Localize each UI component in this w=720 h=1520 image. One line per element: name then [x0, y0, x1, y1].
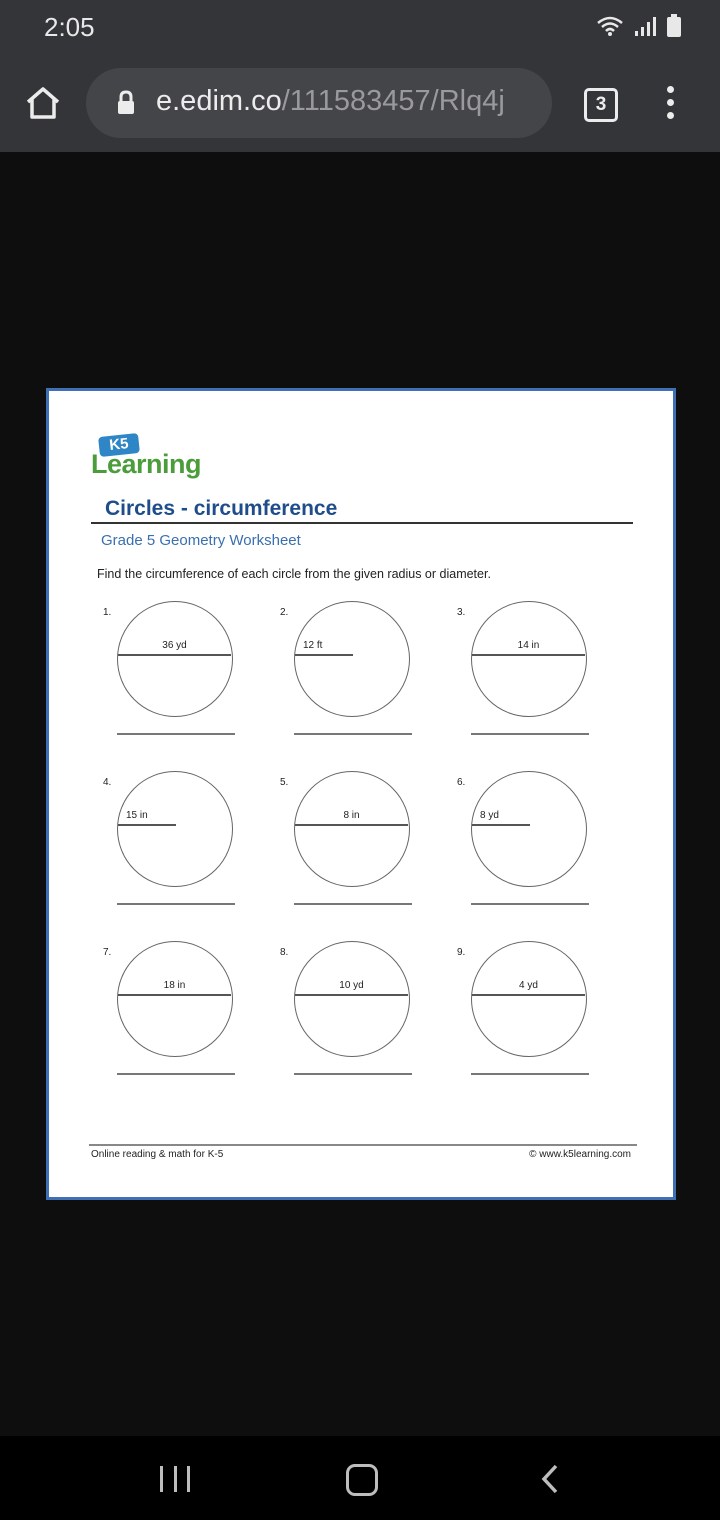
measurement-label: 36 yd [162, 640, 187, 651]
measurement-label: 8 in [343, 810, 360, 821]
menu-dot [667, 99, 674, 106]
k5-learning-logo [91, 431, 211, 479]
answer-line [471, 1073, 589, 1075]
url-path: /111583457/Rlq4j [281, 85, 505, 117]
circle-shape [294, 941, 410, 1057]
diameter-line [472, 994, 585, 996]
problem-number: 6. [457, 777, 466, 788]
measurement-label: 10 yd [339, 980, 364, 991]
circle-shape [471, 771, 587, 887]
recents-bar [187, 1466, 190, 1492]
circle-shape [294, 601, 410, 717]
menu-dot [667, 112, 674, 119]
answer-line [294, 903, 412, 905]
lock-icon [116, 90, 136, 116]
diameter-line [118, 654, 231, 656]
circle-shape [117, 771, 233, 887]
measurement-label: 18 in [163, 980, 186, 991]
problem-number: 7. [103, 947, 112, 958]
radius-line [118, 824, 176, 826]
problem-4 [103, 777, 253, 927]
circle-shape [294, 771, 410, 887]
problem-8 [280, 947, 430, 1097]
diameter-line [295, 824, 408, 826]
answer-line [294, 733, 412, 735]
answer-line [294, 1073, 412, 1075]
problem-3 [457, 607, 607, 757]
worksheet-instructions: Find the circumference of each circle from the given radius or diameter. [97, 567, 491, 581]
browser-toolbar [0, 56, 720, 152]
recents-bar [174, 1466, 177, 1492]
problem-number: 5. [280, 777, 289, 788]
radius-line [295, 654, 353, 656]
menu-dot [667, 86, 674, 93]
recents-button[interactable] [160, 1466, 190, 1492]
problem-number: 2. [280, 607, 289, 618]
logo-badge: K5 [98, 433, 140, 457]
measurement-label: 8 yd [480, 810, 499, 821]
diameter-line [118, 994, 231, 996]
worksheet-image [46, 388, 676, 1200]
diameter-line [295, 994, 408, 996]
problem-number: 9. [457, 947, 466, 958]
answer-line [471, 903, 589, 905]
signal-icon [634, 15, 656, 37]
status-time: 2:05 [44, 12, 95, 42]
diameter-line [472, 654, 585, 656]
circle-shape [471, 601, 587, 717]
problem-number: 8. [280, 947, 289, 958]
status-icons [596, 14, 682, 38]
navigation-bar [0, 1436, 720, 1520]
circle-shape [117, 601, 233, 717]
measurement-label: 14 in [517, 640, 540, 651]
url-bar[interactable] [86, 68, 552, 138]
problem-1 [103, 607, 253, 757]
nav-home-button[interactable] [346, 1464, 378, 1496]
battery-icon [666, 14, 682, 38]
radius-line [472, 824, 530, 826]
status-bar [0, 0, 720, 56]
title-divider [91, 522, 633, 524]
problem-9 [457, 947, 607, 1097]
worksheet-title: Circles - circumference [105, 497, 338, 520]
answer-line [117, 733, 235, 735]
tab-switcher-button[interactable]: 3 [584, 88, 618, 122]
logo-text: Learning [91, 449, 202, 479]
answer-line [117, 903, 235, 905]
answer-line [471, 733, 589, 735]
answer-line [117, 1073, 235, 1075]
problem-number: 4. [103, 777, 112, 788]
problem-7 [103, 947, 253, 1097]
measurement-label: 4 yd [519, 980, 538, 991]
problem-number: 1. [103, 607, 112, 618]
overflow-menu-button[interactable] [658, 86, 682, 122]
back-icon [540, 1464, 560, 1494]
home-button[interactable] [20, 80, 66, 126]
measurement-label: 15 in [126, 810, 148, 821]
wifi-icon [596, 15, 624, 37]
circle-shape [471, 941, 587, 1057]
url-domain: e.edim.co [156, 85, 282, 117]
home-icon [25, 86, 61, 120]
url-text [156, 85, 505, 118]
problem-number: 3. [457, 607, 466, 618]
back-button[interactable] [540, 1464, 560, 1499]
problem-5 [280, 777, 430, 927]
footer-divider [89, 1144, 637, 1146]
recents-bar [160, 1466, 163, 1492]
measurement-label: 12 ft [303, 640, 323, 651]
footer-left-text: Online reading & math for K-5 [91, 1149, 224, 1160]
problem-6 [457, 777, 607, 927]
worksheet-subtitle: Grade 5 Geometry Worksheet [101, 532, 301, 549]
problem-2 [280, 607, 430, 757]
circle-shape [117, 941, 233, 1057]
footer-right-text: © www.k5learning.com [529, 1149, 631, 1160]
